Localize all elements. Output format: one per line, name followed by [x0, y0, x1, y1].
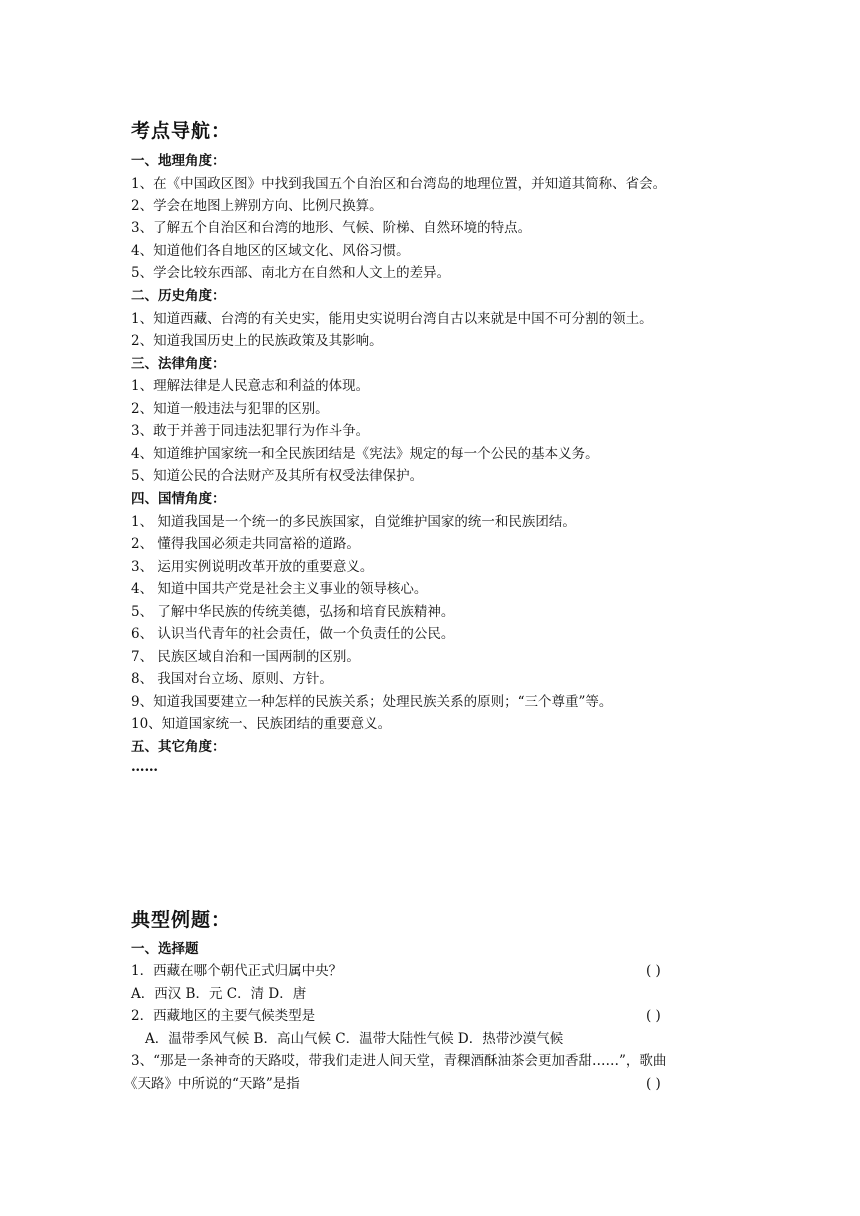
- list-item: 4、知道维护国家统一和全民族团结是《宪法》规定的每一个公民的基本义务。: [131, 446, 599, 462]
- question-1: 1．西藏在哪个朝代正式归属中央？: [131, 963, 343, 979]
- list-item: 5、学会比较东西部、南北方在自然和人文上的差异。: [131, 265, 451, 281]
- list-item: 5、 了解中华民族的传统美德，弘扬和培育民族精神。: [131, 604, 455, 620]
- answer-paren-1: ( ): [646, 963, 661, 979]
- list-item: 7、 民族区域自治和一国两制的区别。: [131, 649, 360, 665]
- answer-paren-3: ( ): [646, 1076, 661, 1092]
- list-item: 2、 懂得我国必须走共同富裕的道路。: [131, 536, 360, 552]
- list-item: 2、知道我国历史上的民族政策及其影响。: [131, 333, 383, 349]
- nav-title: 考点导航：: [131, 120, 232, 142]
- list-item: 6、 认识当代青年的社会责任，做一个负责任的公民。: [131, 626, 455, 642]
- list-item: 4、知道他们各自地区的区域文化、风俗习惯。: [131, 243, 410, 259]
- list-item: 2、知道一般违法与犯罪的区别。: [131, 401, 329, 417]
- list-item: 10、知道国家统一、民族团结的重要意义。: [131, 716, 392, 732]
- question-2: 2．西藏地区的主要气候类型是: [131, 1008, 316, 1024]
- answer-paren-2: ( ): [646, 1008, 661, 1024]
- question-3-line-2: 《天路》中所说的“天路”是指: [124, 1076, 300, 1092]
- ellipsis: ……: [131, 759, 158, 775]
- geo-heading: 一、地理角度：: [131, 153, 226, 169]
- law-heading: 三、法律角度：: [131, 356, 226, 372]
- list-item: 3、 运用实例说明改革开放的重要意义。: [131, 559, 374, 575]
- nat-heading: 四、国情角度：: [131, 491, 226, 507]
- other-heading: 五、其它角度：: [131, 739, 226, 755]
- his-heading: 二、历史角度：: [131, 288, 226, 304]
- list-item: 8、 我国对台立场、原则、方针。: [131, 671, 333, 687]
- list-item: 3、敢于并善于同违法犯罪行为作斗争。: [131, 423, 370, 439]
- list-item: 5、知道公民的合法财产及其所有权受法律保护。: [131, 468, 424, 484]
- options-2: A．温带季风气候 B．高山气候 C．温带大陆性气候 D．热带沙漠气候: [145, 1031, 564, 1047]
- section-heading: 一、选择题: [131, 941, 199, 957]
- list-item: 1、 知道我国是一个统一的多民族国家，自觉维护国家的统一和民族团结。: [131, 514, 576, 530]
- list-item: 1、知道西藏、台湾的有关史实，能用史实说明台湾自古以来就是中国不可分割的领土。: [131, 311, 653, 327]
- options-1: A．西汉 B．元 C．清 D．唐: [131, 986, 307, 1002]
- list-item: 4、 知道中国共产党是社会主义事业的领导核心。: [131, 581, 428, 597]
- list-item: 1、理解法律是人民意志和利益的体现。: [131, 378, 370, 394]
- examples-title: 典型例题：: [131, 909, 232, 931]
- list-item: 1、在《中国政区图》中找到我国五个自治区和台湾岛的地理位置，并知道其简称、省会。: [131, 176, 667, 192]
- list-item: 3、了解五个自治区和台湾的地形、气候、阶梯、自然环境的特点。: [131, 220, 532, 236]
- list-item: 2、学会在地图上辨别方向、比例尺换算。: [131, 198, 383, 214]
- question-3-line-1: 3、“那是一条神奇的天路哎，带我们走进人间天堂，青稞酒酥油茶会更加香甜……”，歌曲: [131, 1053, 667, 1069]
- list-item: 9、知道我国要建立一种怎样的民族关系；处理民族关系的原则；“三个尊重”等。: [131, 694, 613, 710]
